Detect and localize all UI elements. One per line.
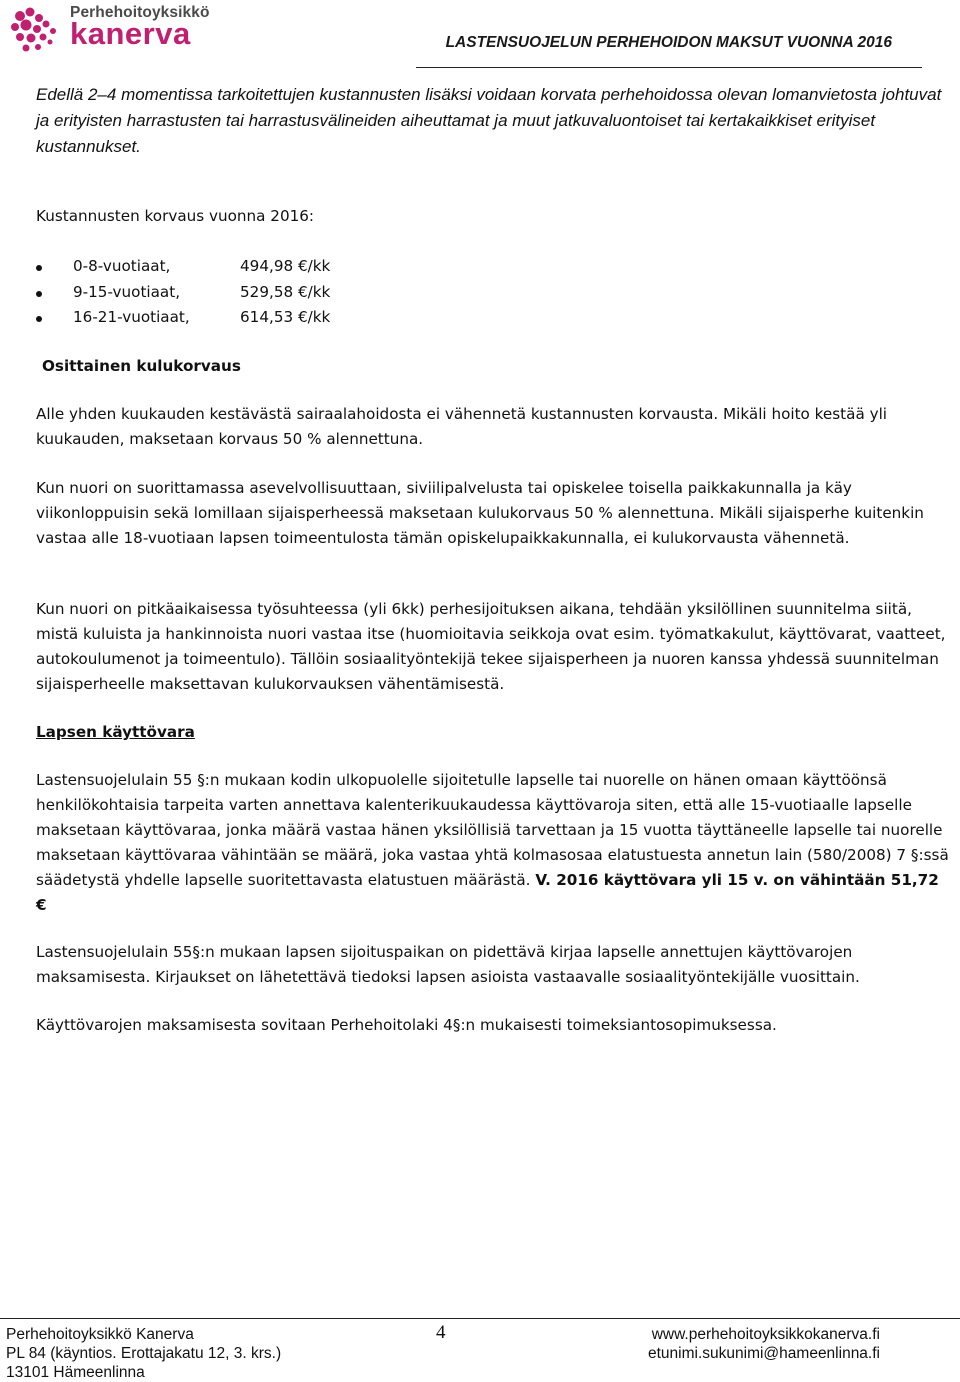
cost-amount: 529,58 €/kk [240, 283, 331, 301]
bullet-icon [36, 265, 42, 271]
bullet-icon [36, 316, 42, 322]
allowance-text: Lastensuojelulain 55 §:n mukaan kodin ulkopuolelle sijoitetulle lapselle tai nuorelle on hänen omaan käyttöönsä henkilökohtaisia tarpeita varten annettava kalenterikuukaudessa käyttövaroja siten, että alle 15-vuotiaalle lapselle maksetaan käyttövaraa, jonka määrä vastaa hänen yksilöllisiä tarvettaan ja 15 vuotta täyttäneelle lapselle tai nuorelle maksetaan käyttövaraa vähintään se määrä, joka vastaa yhtä kolmasosaa elatustuesta annetun lain (580/2008) 7 §:ssä säädetystä yhdelle lapselle suoritettavasta elatustuen määrästä. [36, 771, 949, 889]
conscription-paragraph: Kun nuori on suorittamassa asevelvollisuuttaan, siviilipalvelusta tai opiskelee toisella paikkakunnalla ja käy viikonloppuisin sekä lomillaan sijaisperheessä maksetaan kulukorvaus 50 % alennettuna. Mikäli sijaisperhe kuitenkin vastaa alle 18-vuotiaan lapsen toimeentulosta tämän opiskelupaikkakunnalla, ei kulukorvausta vähennetä. [36, 479, 924, 547]
allowance-paragraph [36, 768, 952, 918]
footer-org: Perhehoitoyksikkö Kanerva [6, 1326, 194, 1343]
footer-postal: PL 84 (käyntios. Erottajakatu 12, 3. krs.) [6, 1345, 282, 1362]
partial-compensation-heading: Osittainen kulukorvaus [42, 357, 241, 375]
allowance-heading: Lapsen käyttövara [36, 723, 195, 741]
cost-list-item [36, 280, 436, 305]
footer-email-link[interactable]: etunimi.sukunimi@hameenlinna.fi [648, 1345, 880, 1362]
logo-brand: kanerva [70, 16, 191, 51]
logo [6, 4, 221, 54]
logo-org-name: Perhehoitoyksikkö [70, 4, 210, 21]
cost-age-group: 16-21-vuotiaat, [73, 308, 190, 326]
cost-age-group: 9-15-vuotiaat, [73, 283, 181, 301]
intro-paragraph: Edellä 2–4 momentissa tarkoitettujen kustannusten lisäksi voidaan korvata perhehoidossa olevan lomanvietosta johtuvat ja erityisten harrastusten tai harrastusvälineiden aiheuttamat ja muut jatkuvaluontoiset tai kertakaikkiset erityiset kustannukset. [36, 85, 942, 156]
cost-list-item [36, 305, 436, 330]
records-paragraph: Lastensuojelulain 55§:n mukaan lapsen sijoituspaikan on pidettävä kirjaa lapselle annettujen käyttövarojen maksamisesta. Kirjaukset on lähetettävä tiedoksi lapsen asioista vastaavalle sosiaalityöntekijälle vuosittain. [36, 943, 860, 986]
page-number: 4 [436, 1322, 446, 1343]
flower-logo-icon [6, 4, 68, 54]
cost-amount: 494,98 €/kk [240, 257, 331, 275]
footer-contact [648, 1325, 880, 1363]
header-title: LASTENSUOJELUN PERHEHOIDON MAKSUT VUONNA 2016 [445, 34, 892, 51]
header-divider [416, 67, 922, 68]
cost-amount: 614,53 €/kk [240, 308, 331, 326]
footer-city: 13101 Hämeenlinna [6, 1364, 145, 1381]
footer-divider [0, 1318, 960, 1319]
cost-age-group: 0-8-vuotiaat, [73, 257, 171, 275]
employment-paragraph: Kun nuori on pitkäaikaisessa työsuhteessa (yli 6kk) perhesijoituksen aikana, tehdään yksilöllinen suunnitelma siitä, mistä kuluista ja hankinnoista nuori vastaa itse (huomioitavia seikkoja ovat esim. työmatkakulut, käyttövarat, vaatteet, autokoulumenot ja toimeentulo). Tällöin sosiaalityöntekijä tekee sijaisperheen ja nuoren kanssa yhdessä suunnitelman sijaisperheelle maksettavan kulukorvauksen vähentämisestä. [36, 600, 946, 693]
allowance-amount: V. 2016 käyttövara yli 15 v. on vähintään 51,72 € [36, 871, 939, 914]
cost-list-item [36, 254, 436, 279]
footer-website-link[interactable]: www.perhehoitoyksikkokanerva.fi [651, 1326, 880, 1343]
bullet-icon [36, 291, 42, 297]
costs-heading: Kustannusten korvaus vuonna 2016: [36, 207, 315, 225]
law-paragraph: Käyttövarojen maksamisesta sovitaan Perhehoitolaki 4§:n mukaisesti toimeksiantosopimuksessa. [36, 1016, 777, 1034]
hospital-care-paragraph: Alle yhden kuukauden kestävästä sairaalahoidosta ei vähennetä kustannusten korvausta. Mikäli hoito kestää yli kuukauden, maksetaan korvaus 50 % alennettuna. [36, 405, 888, 448]
footer-address [6, 1325, 281, 1382]
